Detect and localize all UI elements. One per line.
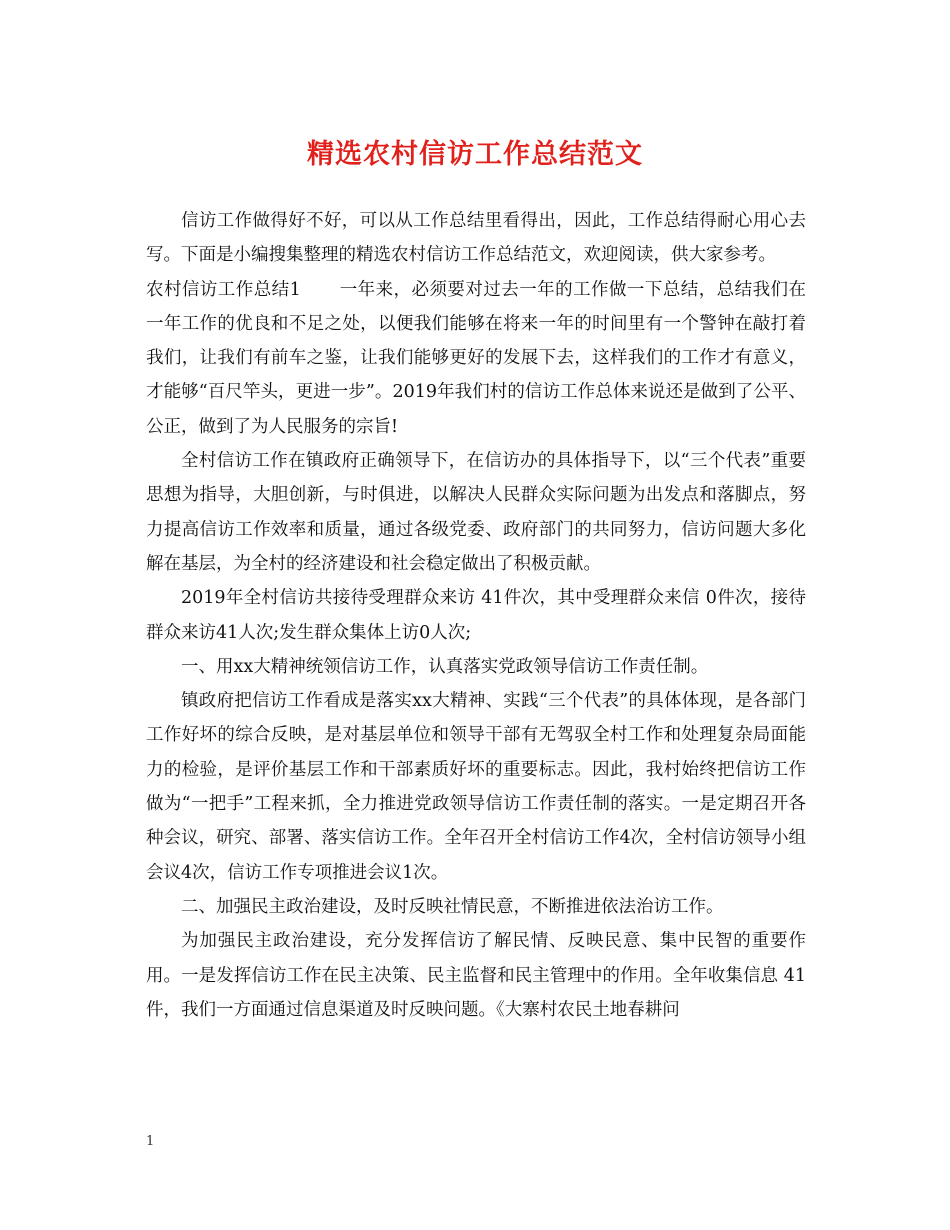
body-paragraph: 为加强民主政治建设，充分发挥信访了解民情、反映民意、集中民智的重要作用。一是发挥信访工作在民主决策、民主监督和民主管理中的作用。全年收集信息 41件，我们一方面通过信息渠道及时反映问题。《大寨村农民土地春耕问 bbox=[146, 931, 806, 1020]
paragraph-text: 一年来，必须要对过去一年的工作做一下总结，总结我们在一年工作的优良和不足之处，以便我们能够在将来一年的时间里有一个警钟在敲打着我们，让我们有前车之鉴，让我们能够更好的发展下去，这样我们的工作才有意义，才能够“百尺竿头，更进一步”。2019年我们村的信访工作总体来说还是做到了公平、公正，做到了为人民服务的宗旨! bbox=[146, 279, 806, 437]
section-heading: 农村信访工作总结1 bbox=[146, 279, 301, 300]
document-title: 精选农村信访工作总结范文 bbox=[307, 139, 643, 170]
summary-one-paragraph bbox=[146, 273, 806, 444]
document-body bbox=[146, 204, 806, 1027]
section-two-heading: 二、加强民主政治建设，及时反映社情民意，不断推进依法治访工作。 bbox=[181, 896, 724, 917]
body-paragraph: 镇政府把信访工作看成是落实xx大精神、实践“三个代表”的具体体现，是各部门工作好坏的综合反映，是对基层单位和领导干部有无驾驭全村工作和处理复杂局面能力的检验，是评价基层工作和干部素质好坏的重要标志。因此，我村始终把信访工作做为“一把手”工程来抓，全力推进党政领导信访工作责任制的落实。一是定期召开各种会议，研究、部署、落实信访工作。全年召开全村信访工作4次，全村信访领导小组会议4次，信访工作专项推进会议1次。 bbox=[146, 691, 806, 883]
body-paragraph: 全村信访工作在镇政府正确领导下，在信访办的具体指导下，以“三个代表”重要思想为指导，大胆创新，与时俱进，以解决人民群众实际问题为出发点和落脚点，努力提高信访工作效率和质量，通过各级党委、政府部门的共同努力，信访问题大多化解在基层，为全村的经济建设和社会稳定做出了积极贡献。 bbox=[146, 451, 806, 574]
page-number: 1 bbox=[146, 1134, 155, 1149]
intro-paragraph: 信访工作做得好不好，可以从工作总结里看得出，因此，工作总结得耐心用心去写。下面是小编搜集整理的精选农村信访工作总结范文，欢迎阅读，供大家参考。 bbox=[146, 211, 806, 266]
section-one-heading: 一、用xx大精神统领信访工作，认真落实党政领导信访工作责任制。 bbox=[181, 656, 709, 677]
statistics-paragraph: 2019年全村信访共接待受理群众来访 41件次，其中受理群众来信 0件次，接待群众来访41人次;发生群众集体上访0人次; bbox=[146, 588, 806, 643]
